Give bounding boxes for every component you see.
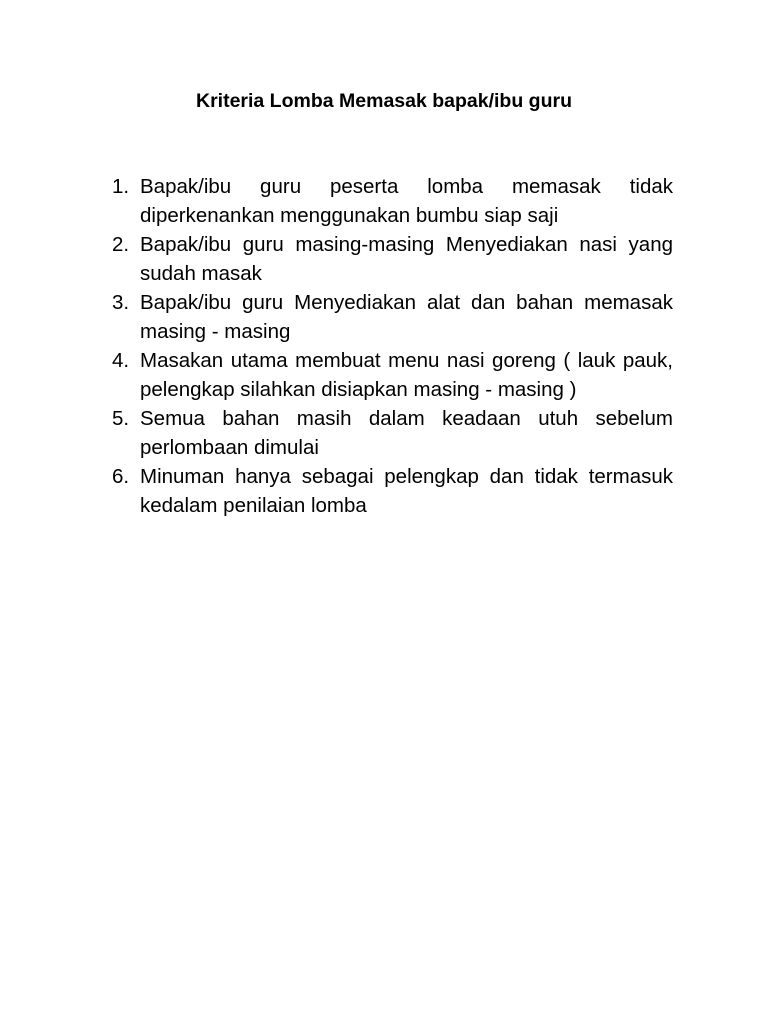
item-number: 5.: [112, 407, 130, 430]
criteria-item-1: [112, 172, 673, 230]
item-number: 6.: [112, 465, 130, 488]
criteria-item-4: [112, 346, 673, 404]
criteria-item-6: [112, 462, 673, 520]
item-text: Masakan utama membuat menu nasi goreng ( lauk pauk, pelengkap silahkan disiapkan masing - masing ): [140, 349, 673, 401]
item-number: 2.: [112, 233, 130, 256]
criteria-list: [112, 172, 673, 520]
item-number: 3.: [112, 291, 130, 314]
item-text: Minuman hanya sebagai pelengkap dan tidak termasuk kedalam penilaian lomba: [140, 465, 673, 517]
item-number: 4.: [112, 349, 130, 372]
criteria-item-5: [112, 404, 673, 462]
criteria-item-2: [112, 230, 673, 288]
item-text: Bapak/ibu guru masing-masing Menyediakan nasi yang sudah masak: [140, 233, 673, 285]
item-number: 1.: [112, 175, 130, 198]
criteria-item-3: [112, 288, 673, 346]
item-text: Bapak/ibu guru peserta lomba memasak tidak diperkenankan menggunakan bumbu siap saji: [140, 175, 673, 227]
document-title: Kriteria Lomba Memasak bapak/ibu guru: [195, 90, 572, 112]
item-text: Semua bahan masih dalam keadaan utuh sebelum perlombaan dimulai: [140, 407, 673, 459]
item-text: Bapak/ibu guru Menyediakan alat dan bahan memasak masing - masing: [140, 291, 673, 343]
